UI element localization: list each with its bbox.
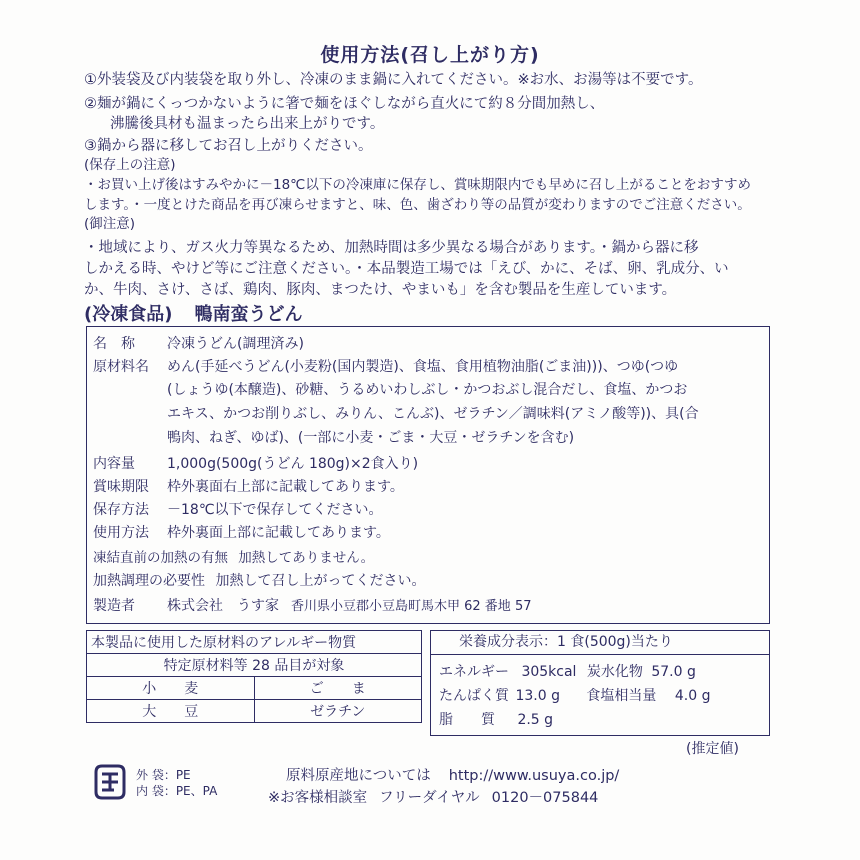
allergen-item: 小 麦 (87, 677, 255, 700)
usage-step-1: ①外装袋及び内装袋を取り外し、冷凍のまま鍋に入れてください。※お水、お湯等は不要です。 (84, 72, 703, 88)
allergen-item: ご ま (254, 677, 422, 700)
origin-text: 原料原産地については (286, 768, 431, 784)
caution-line-2: しかえる時、やけど等にご注意ください。・本品製造工場では「えび、かに、そば、卵、乳成分、い (84, 261, 729, 277)
spec-storage-value: －18℃以下で保存してください。 (167, 502, 383, 518)
contact-label: ※お客様相談室 (268, 790, 368, 806)
carb-label: 炭水化物 (586, 664, 643, 680)
spec-expiry-label: 賞味期限 (93, 479, 149, 495)
contact-number: 0120－075844 (491, 790, 599, 806)
nutrition-table (430, 630, 770, 736)
caution-line-3: か、牛肉、さけ、さば、鶏肉、豚肉、まつたけ、やまいも」を含む製品を生産しています。 (84, 282, 677, 298)
spec-ingredients-line-1: めん(手延べうどん(小麦粉(国内製造)、食塩、食用植物油脂(ごま油)))、つゆ(つゆ (167, 359, 679, 375)
spec-maker-row (93, 595, 531, 615)
spec-cook-value: 加熱して召し上がってください。 (215, 573, 426, 589)
spec-maker-label: 製造者 (93, 598, 135, 614)
spec-heated-label: 凍結直前の加熱の有無 (93, 550, 228, 566)
caution-heading: (御注意) (84, 216, 136, 232)
spec-name-label: 名 称 (93, 336, 135, 352)
outer-bag-material: 外 袋：PE (136, 768, 191, 782)
usage-step-2-cont: 沸騰後具材も温まったら出来上がりです。 (110, 116, 385, 132)
spec-name-value: 冷凍うどん(調理済み) (167, 336, 304, 352)
plastic-recycle-icon (90, 762, 130, 802)
protein-label: たんぱく質 (439, 688, 509, 704)
contact-freedial: フリーダイヤル (379, 790, 480, 806)
allergen-item: ゼラチン (254, 700, 422, 723)
spec-usage-row (93, 522, 390, 542)
spec-expiry-value: 枠外裏面右上部に記載してあります。 (167, 479, 404, 495)
energy-value: 305kcal (521, 664, 577, 680)
storage-line-2: します。・一度とけた商品を再び凍らせますと、味、色、歯ざわり等の品質が変わりますのでご注意ください。 (84, 197, 751, 213)
allergen-item: 大 豆 (87, 700, 255, 723)
spec-expiry-row (93, 476, 404, 496)
energy-label: エネルギー (439, 664, 509, 680)
salt-label: 食塩相当量 (586, 688, 657, 704)
product-name: 鴨南蛮うどん (194, 304, 303, 325)
spec-maker-address: 香川県小豆郡小豆島町馬木甲 62 番地 57 (291, 599, 532, 614)
nutrition-row-3 (439, 709, 553, 729)
product-category: (冷凍食品) (84, 304, 173, 325)
spec-ingredients-line-2: (しょうゆ(本醸造)、砂糖、うるめいわしぶし・かつおぶし混合だし、食塩、かつお (167, 382, 688, 398)
spec-ingredients-line-3: エキス、かつお削りぶし、みりん、こんぶ)、ゼラチン／調味料(アミノ酸等))、具(合 (167, 406, 699, 422)
usage-step-3: ③鍋から器に移してお召し上がりください。 (84, 138, 373, 154)
spec-storage-label: 保存方法 (93, 502, 149, 518)
spec-usage-value: 枠外裏面上部に記載してあります。 (167, 525, 390, 541)
spec-content-value: 1,000g(500g(うどん 180g)×2食入り) (167, 456, 419, 472)
spec-heated-row (93, 546, 374, 566)
customer-contact (268, 786, 598, 807)
spec-usage-label: 使用方法 (93, 525, 149, 541)
nutrition-header: 栄養成分表示：1 食(500g)当たり (431, 631, 769, 655)
nutrition-row-1 (439, 661, 696, 681)
spec-maker-company: 株式会社 うす家 (167, 598, 279, 614)
salt-value: 4.0 g (674, 688, 711, 704)
carb-value: 57.0 g (651, 664, 696, 680)
usage-title: 使用方法(召し上がり方) (320, 44, 540, 66)
spec-heated-value: 加熱してありません。 (238, 550, 375, 566)
storage-heading: (保存上の注意) (84, 157, 176, 173)
spec-ingredients-label: 原材料名 (93, 359, 149, 375)
nutrition-row-2 (439, 685, 710, 705)
caution-line-1: ・地域により、ガス火力等異なるため、加熱時間は多少異なる場合があります。・鍋から器に移 (84, 240, 699, 256)
spec-table (86, 326, 770, 624)
spec-name-row (93, 333, 304, 353)
origin-note (286, 764, 619, 785)
fat-label: 脂 質 (439, 712, 495, 728)
spec-content-row (93, 453, 418, 473)
nutrition-estimate-note: (推定値) (686, 741, 739, 757)
usage-step-2: ②麺が鍋にくっつかないように箸で麺をほぐしながら直火にて約８分間加熱し、 (84, 96, 605, 112)
spec-storage-row (93, 499, 383, 519)
spec-content-label: 内容量 (93, 456, 135, 472)
company-url-link[interactable]: http://www.usuya.co.jp/ (448, 768, 620, 784)
product-heading (84, 300, 302, 326)
inner-bag-material: 内 袋：PE、PA (136, 784, 218, 798)
spec-cook-label: 加熱調理の必要性 (93, 573, 205, 589)
protein-value: 13.0 g (515, 688, 560, 704)
spec-ingredients-line-4: 鴨肉、ねぎ、ゆば)、(一部に小麦・ごま・大豆・ゼラチンを含む) (167, 430, 575, 446)
allergen-subtitle: 特定原材料等 28 品目が対象 (87, 654, 422, 677)
allergen-title: 本製品に使用した原材料のアレルギー物質 (87, 631, 422, 654)
fat-value: 2.5 g (517, 712, 554, 728)
storage-line-1: ・お買い上げ後はすみやかに－18℃以下の冷凍庫に保存し、賞味期限内でも早めに召し上がることをおすすめ (84, 177, 751, 193)
spec-cook-row (93, 570, 425, 590)
allergen-table (86, 630, 422, 723)
spec-ingredients-row (93, 356, 678, 376)
